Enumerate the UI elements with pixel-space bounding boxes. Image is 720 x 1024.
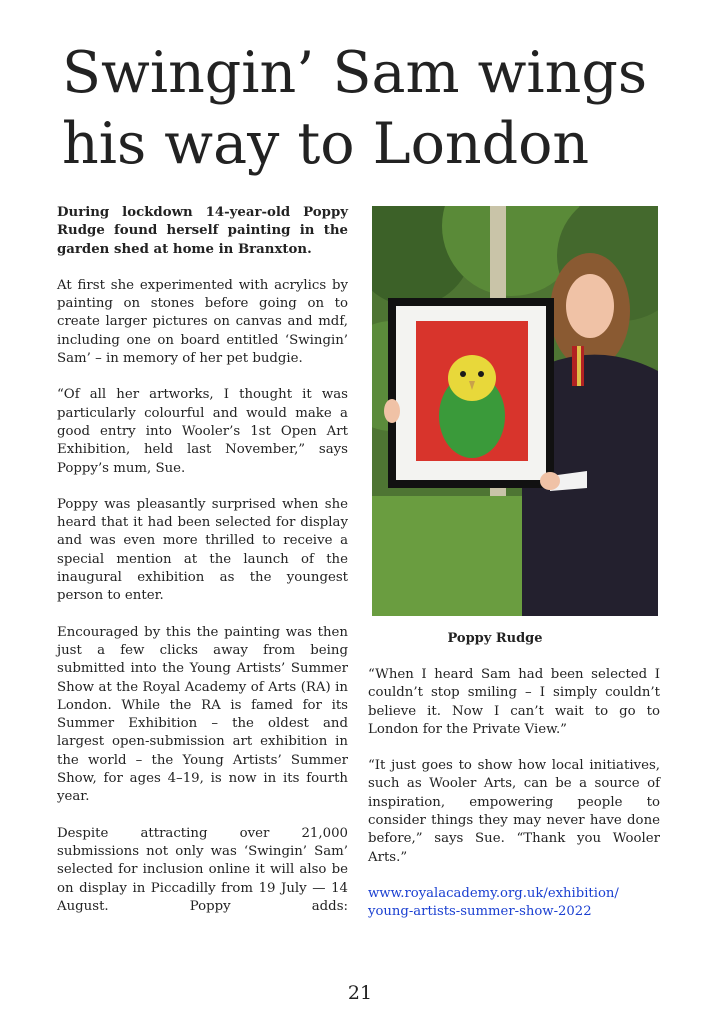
body-paragraph: Encouraged by this the painting was then just a few clicks away from being submitted into the Young Artists’ Summer Show at the Royal Academy of Arts (RA) in London. While the RA is famed for its Summer Exhibition – the oldest and largest open-submission art exhibition in the world – the Young Artists’ Summer Show, for ages 4–19, is now in its fourth year. xyxy=(57,624,348,805)
right-column xyxy=(368,666,660,940)
website-link-line2[interactable]: young-artists-summer-show-2022 xyxy=(368,904,592,920)
left-column xyxy=(57,204,348,934)
page-number: 21 xyxy=(347,982,373,1004)
website-link[interactable] xyxy=(368,885,660,922)
lead-paragraph: During lockdown 14-year-old Poppy Rudge found herself painting in the garden shed at home in Branxton. xyxy=(57,205,348,257)
body-paragraph: “When I heard Sam had been selected I couldn’t stop smiling – I simply couldn’t believe it. Now I can’t wait to go to London for the Private View.” xyxy=(368,667,660,737)
body-paragraph: Despite attracting over 21,000 submissions not only was ‘Swingin’ Sam’ selected for inclusion online it will also be on display in Piccadilly from 19 July — 14 August. Poppy adds: xyxy=(57,825,348,914)
website-link-line1[interactable]: www.royalacademy.org.uk/exhibition/ xyxy=(368,885,619,901)
body-paragraph: “Of all her artworks, I thought it was particularly colourful and would make a good entry into Wooler’s 1st Open Art Exhibition, held last November,” says Poppy’s mum, Sue. xyxy=(57,387,348,476)
body-paragraph: “It just goes to show how local initiatives, such as Wooler Arts, can be a source of inspiration, empowering people to consider things they may never have done before,” says Sue. “Thank you Wooler Arts.” xyxy=(368,758,660,865)
body-paragraph: At first she experimented with acrylics by painting on stones before going on to create larger pictures on canvas and mdf, including one on board entitled ‘Swingin’ Sam’ – in memory of her pet budgie. xyxy=(57,277,348,367)
photo-poppy-with-painting xyxy=(372,206,658,616)
photo-illustration xyxy=(372,206,658,616)
body-paragraph: Poppy was pleasantly surprised when she heard that it had been selected for display and was even more thrilled to receive a special mention at the launch of the inaugural exhibition as the youngest person to enter. xyxy=(57,496,348,604)
article-title: Swingin’ Sam wings his way to London xyxy=(62,40,648,177)
photo-caption: Poppy Rudge xyxy=(447,631,543,646)
